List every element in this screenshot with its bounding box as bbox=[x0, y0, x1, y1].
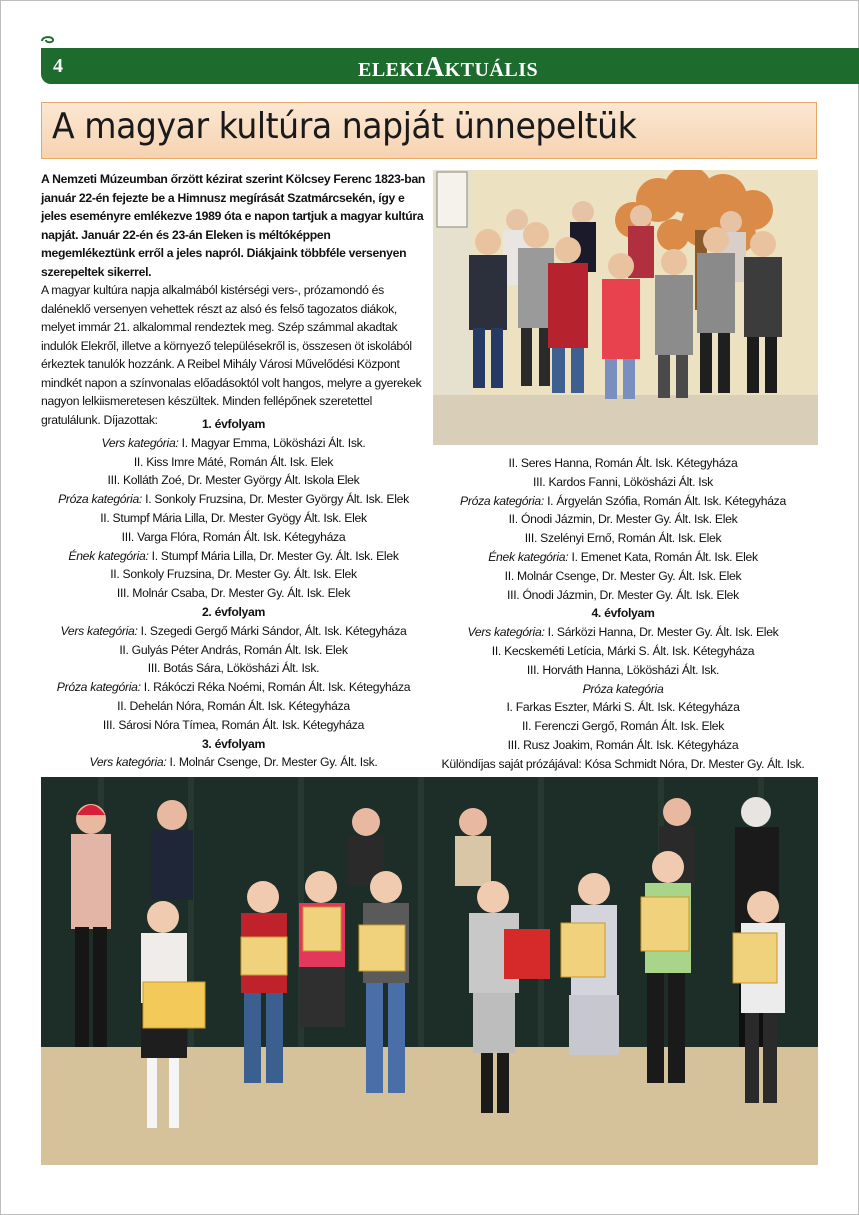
result-line bbox=[41, 641, 426, 660]
result-line bbox=[41, 659, 426, 678]
grade-heading: 2. évfolyam bbox=[201, 604, 266, 619]
category-label: Próza kategória: bbox=[56, 680, 141, 695]
result-text: I. Árgyelán Szófia, Román Ált. Isk. Kétegyháza bbox=[543, 493, 786, 508]
category-label: Vers kategória: bbox=[60, 623, 138, 638]
result-text: III. Rusz Joakim, Román Ált. Isk. Kétegyháza bbox=[507, 737, 739, 752]
grade-heading: 3. évfolyam bbox=[201, 736, 266, 751]
category-label: Próza kategória bbox=[582, 681, 664, 696]
result-line bbox=[427, 717, 819, 736]
category-label: Ének kategória: bbox=[488, 549, 569, 564]
result-text: II. Kecskeméti Letícia, Márki S. Ált. Isk. Kétegyháza bbox=[491, 643, 755, 658]
result-text: II. Ferenczi Gergő, Román Ált. Isk. Elek bbox=[521, 719, 725, 734]
result-text: II. Seres Hanna, Román Ált. Isk. Kétegyháza bbox=[508, 456, 738, 470]
result-line bbox=[41, 490, 426, 509]
result-line bbox=[41, 584, 426, 603]
category-label: Vers kategória: bbox=[467, 625, 545, 640]
result-line bbox=[427, 680, 819, 699]
result-text: II. Stumpf Mária Lilla, Dr. Mester Gyögy Ált. Isk. Elek bbox=[100, 510, 367, 525]
grade-heading: 4. évfolyam bbox=[591, 606, 655, 621]
result-text: I. Molnár Csenge, Dr. Mester Gy. Ált. Isk. bbox=[166, 755, 378, 770]
result-line bbox=[41, 471, 426, 490]
result-text: III. Kolláth Zoé, Dr. Mester György Ált. Iskola Elek bbox=[107, 473, 360, 488]
masthead-cap: A bbox=[423, 52, 445, 83]
result-text: III. Ónodi Jázmin, Dr. Mester Gy. Ált. Isk. Elek bbox=[507, 587, 739, 602]
result-line bbox=[427, 642, 819, 661]
result-line bbox=[41, 678, 426, 697]
logo-swirl-icon bbox=[40, 35, 56, 45]
result-line bbox=[427, 567, 819, 586]
result-text: II. Sonkoly Fruzsina, Dr. Mester Gy. Ált. Isk. Elek bbox=[110, 567, 357, 582]
result-line bbox=[41, 528, 426, 547]
result-text: III. Varga Flóra, Román Ált. Isk. Kétegyháza bbox=[121, 529, 346, 544]
result-line bbox=[427, 510, 819, 529]
result-line bbox=[41, 547, 426, 566]
result-text: I. Szegedi Gergő Márki Sándor, Ált. Isk. Kétegyháza bbox=[137, 623, 407, 638]
result-text: II. Ónodi Jázmin, Dr. Mester Gy. Ált. Isk. Elek bbox=[508, 512, 738, 527]
result-text: III. Botás Sára, Lökösházi Ált. Isk. bbox=[147, 661, 320, 676]
group-photo-prize-winners bbox=[41, 777, 818, 1165]
result-line bbox=[41, 509, 426, 528]
result-line bbox=[41, 565, 426, 584]
result-line bbox=[41, 434, 426, 453]
category-label: Próza kategória: bbox=[460, 493, 544, 508]
result-line bbox=[41, 753, 426, 772]
result-text: I. Stumpf Mária Lilla, Dr. Mester Gy. Ált. Isk. Elek bbox=[148, 548, 399, 563]
result-text: II. Gulyás Péter András, Román Ált. Isk. Elek bbox=[119, 642, 348, 657]
article-title: A magyar kultúra napját ünnepeltük bbox=[52, 106, 637, 147]
result-text: I. Sonkoly Fruzsina, Dr. Mester György Ált. Isk. Elek bbox=[142, 492, 409, 507]
result-line bbox=[41, 697, 426, 716]
category-label: Ének kategória: bbox=[68, 548, 149, 563]
article-intro-column bbox=[41, 170, 426, 429]
result-text: III. Kardos Fanni, Lökösházi Ált. Isk bbox=[533, 474, 713, 489]
result-line bbox=[427, 661, 819, 680]
category-label: Próza kategória: bbox=[58, 492, 143, 507]
results-list-right bbox=[427, 454, 819, 774]
result-line bbox=[41, 622, 426, 641]
result-text: Különdíjas saját prózájával: Kósa Schmidt Nóra, Dr. Mester Gy. Ált. Isk. bbox=[441, 756, 805, 771]
page-number: 4 bbox=[53, 55, 63, 77]
result-text: I. Rákóczi Réka Noémi, Román Ált. Isk. Kétegyháza bbox=[140, 680, 411, 695]
article-lead: A Nemzeti Múzeumban őrzött kézirat szerint Kölcsey Ferenc 1823-ban január 22-én fejezte be a Himnusz megírását Szatmárcsekén, így e jeles eseményre emlékezve 1989 óta e napon tartjuk a magyar kultúra napját. Január 22-én és 23-án Eleken is méltóképpen megemlékeztünk erről a jeles napról. Diákjaink többféle versenyen szerepeltek sikerrel. bbox=[41, 172, 426, 279]
result-line bbox=[427, 492, 819, 511]
result-line bbox=[427, 623, 819, 642]
result-text: III. Szelényi Ernő, Román Ált. Isk. Elek bbox=[524, 531, 722, 546]
result-line bbox=[427, 529, 819, 548]
masthead-part2: KTUÁLIS bbox=[444, 59, 539, 81]
result-line bbox=[41, 453, 426, 472]
masthead bbox=[358, 52, 538, 84]
result-text: III. Sárosi Nóra Tímea, Román Ált. Isk. Kétegyháza bbox=[102, 717, 365, 732]
category-label: Vers kategória: bbox=[89, 755, 167, 770]
result-text: II. Dehelán Nóra, Román Ált. Isk. Kétegyháza bbox=[117, 698, 350, 713]
result-line bbox=[427, 755, 819, 774]
result-text: I. Farkas Eszter, Márki S. Ált. Isk. Kétegyháza bbox=[506, 700, 740, 715]
result-text: I. Magyar Emma, Lökösházi Ált. Isk. bbox=[178, 435, 366, 450]
category-label: Vers kategória: bbox=[101, 435, 179, 450]
results-list-left bbox=[41, 415, 426, 772]
result-text: II. Kiss Imre Máté, Román Ált. Isk. Elek bbox=[133, 454, 334, 469]
result-line bbox=[427, 698, 819, 717]
result-line bbox=[427, 473, 819, 492]
result-line bbox=[41, 716, 426, 735]
result-line bbox=[427, 548, 819, 567]
grade-heading: 1. évfolyam bbox=[201, 417, 266, 431]
result-text: II. Molnár Csenge, Dr. Mester Gy. Ált. Isk. Elek bbox=[504, 568, 742, 583]
result-line bbox=[427, 454, 819, 473]
group-photo-children-classroom bbox=[433, 170, 818, 445]
result-text: III. Horváth Hanna, Lökösházi Ált. Isk. bbox=[526, 662, 720, 677]
result-text: III. Molnár Csaba, Dr. Mester Gy. Ált. Isk. Elek bbox=[116, 586, 351, 601]
masthead-part1: ELEKI bbox=[358, 59, 424, 81]
result-text: I. Emenet Kata, Román Ált. Isk. Elek bbox=[568, 549, 758, 564]
article-title-box bbox=[41, 102, 817, 159]
result-line bbox=[427, 586, 819, 605]
result-text: I. Sárközi Hanna, Dr. Mester Gy. Ált. Isk. Elek bbox=[544, 625, 779, 640]
result-line bbox=[427, 736, 819, 755]
article-body: A magyar kultúra napja alkalmából kistérségi vers-, prózamondó és daléneklő versenyen vehettek részt az alsó és felső tagozatos diákok, melyet immár 21. alkalommal rendeztek meg. Szép számmal akadtak indulók Elekről, illetve a környező településekről is, összesen öt iskolából érkeztek tanulók hozzánk. A Reibel Mihály Városi Művelődési Központ mindkét napon a színvonalas előadásoktól volt hangos, melyre a gyerekek nagyon lelkiismeretesen készültek. Minden fellépőnek szeretettel gratulálunk. Díjazottak: bbox=[41, 283, 422, 427]
